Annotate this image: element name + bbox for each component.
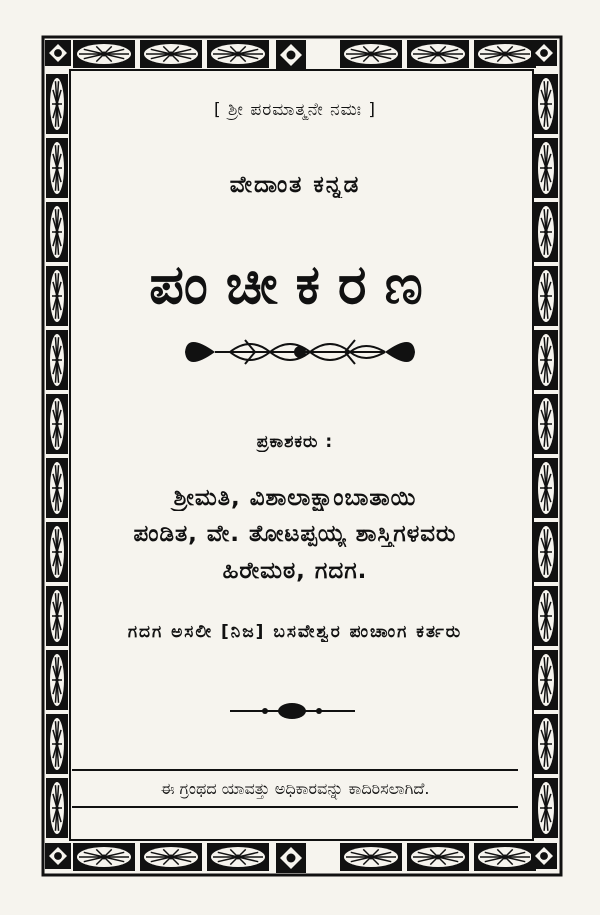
border-tile [534,778,558,838]
border-corner [531,40,557,66]
border-tile [207,40,269,68]
border-tile [46,778,68,838]
border-tile [534,266,558,326]
ornamental-divider [185,340,415,364]
border-tile [140,40,202,68]
invocation: [ ಶ್ರೀ ಪರಮಾತ್ಮನೇ ನಮಃ ] [213,100,377,120]
publisher-line: ಪಂಡಿತ, ವೇ. ತೋಟಪ್ಪಯ್ಯ ಶಾಸ್ತ್ರಿಗಳವರು [133,521,457,547]
subtitle: ವೇದಾಂತ ಕನ್ನಡ [229,172,361,198]
border-tile [46,330,68,390]
border-tile [474,843,536,871]
small-divider [230,703,355,719]
almanac-line: ಗದಗ ಅಸಲೀ [ನಿಜ] ಬಸವೇಶ್ವರ ಪಂಚಾಂಗ ಕರ್ತರು [127,622,463,642]
border-corner [45,843,71,869]
publisher-label: ಪ್ರಕಾಶಕರು : [256,432,334,452]
border-tile [340,843,402,871]
border-corner [276,40,306,70]
border-tile [534,394,558,454]
page-title: ಪಂಚೀಕರಣ [149,253,441,316]
border-tile [140,843,202,871]
border-tile [407,843,469,871]
border-corner [45,40,71,66]
border-corner [531,843,557,869]
publisher-line: ಹಿರೇಮಠ, ಗದಗ. [222,558,368,584]
border-tile [534,330,558,390]
border-tile [407,40,469,68]
border-tile [73,40,135,68]
border-tile [534,714,558,774]
border-tile [534,522,558,582]
border-corner [276,843,306,873]
border-tile [46,650,68,710]
border-tile [46,714,68,774]
border-tile [73,843,135,871]
border-ornaments [43,37,561,875]
border-tile [534,202,558,262]
border-tile [534,586,558,646]
border-tile [534,650,558,710]
border-tile [534,138,558,198]
border-tile [534,458,558,518]
border-tile [474,40,536,68]
border-tile [207,843,269,871]
copyright-note: ಈ ಗ್ರಂಥದ ಯಾವತ್ತು ಅಧಿಕಾರವನ್ನು ಕಾದಿರಿಸಲಾಗಿದೆ. [72,769,518,808]
publisher-line: ಶ್ರೀಮತಿ, ವಿಶಾಲಾಕ್ಷಾಂಬಾತಾಯಿ [173,485,417,511]
border-tile [534,74,558,134]
border-tile [340,40,402,68]
